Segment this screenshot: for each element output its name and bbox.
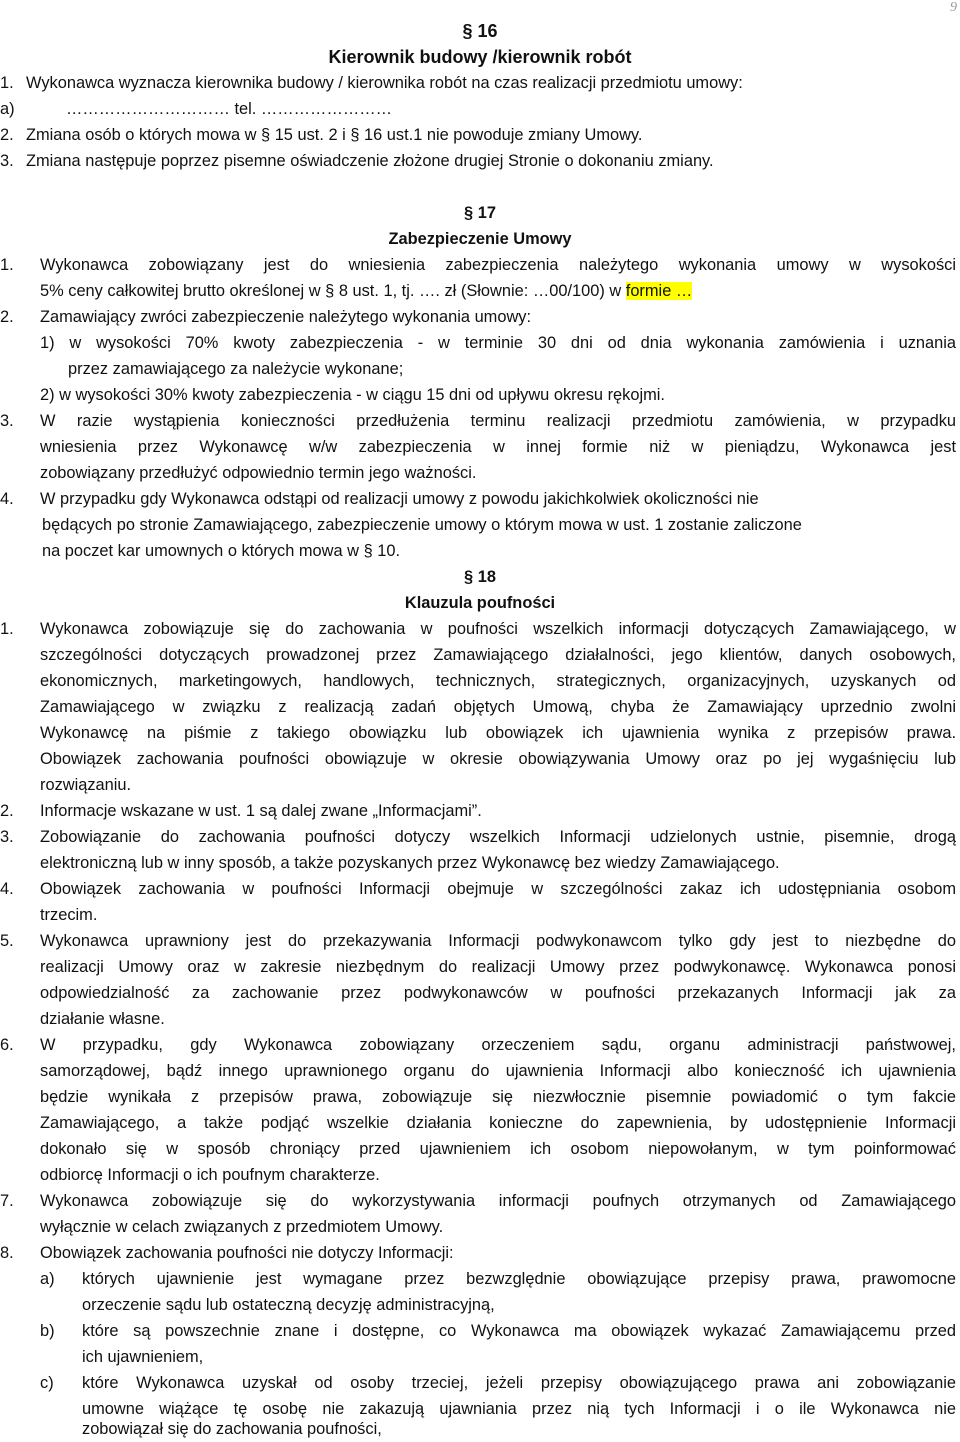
s17-item-4-num: 4. [0, 490, 14, 508]
s18-item-3-line: elektroniczną lub w inny sposób, a także pozyskanych przez Wykonawcę bez wiedzy Zamawiającego. [40, 854, 780, 872]
s16-item-a-text: ………………………… tel. …………………… [66, 100, 393, 118]
section-17-title: Zabezpieczenie Umowy [388, 230, 572, 248]
s18-item-1-num: 1. [0, 620, 14, 638]
s18-item-8c-line: umowne wiążące tę osobę nie zakazują ujawniania przez nią tych Informacji i o ile Wykonawca nie [82, 1400, 956, 1418]
s18-item-1-line: Wykonawcę na piśmie z takiego obowiązku lub obowiązek ich ujawnienia wynika z przepisów prawa. [40, 724, 956, 742]
s17-item-3-num: 3. [0, 412, 14, 430]
section-16-number: § 16 [462, 21, 498, 41]
s17-item-3-line-2: wniesienia przez Wykonawcę w/w zabezpieczenia w innej formie niż w pieniądzu, Wykonawca jest [40, 438, 956, 456]
s16-item-3-num: 3. [0, 152, 14, 170]
s18-item-8b-line: które są powszechnie znane i dostępne, co Wykonawca ma obowiązek wykazać Zamawiającemu przed [82, 1322, 956, 1340]
s18-item-1-line: szczególności dotyczących prowadzonej przez Zamawiającego działalności, jego klientów, danych osobowych, [40, 646, 956, 664]
s17-item-2b-line-1: 2) w wysokości 30% kwoty zabezpieczenia - w ciągu 15 dni od upływu okresu rękojmi. [40, 386, 665, 404]
s18-item-6-line: będzie wynikała z przepisów prawa, zobowiązuje się niezwłocznie pisemnie powiadomić o tym fakcie [40, 1088, 956, 1106]
s18-item-1-line: Wykonawca zobowiązuje się do zachowania w poufności wszelkich informacji dotyczących Zamawiającego, w [40, 620, 956, 638]
s18-item-1-line: rozwiązaniu. [40, 776, 132, 794]
s18-item-4-line: trzecim. [40, 906, 98, 924]
s18-item-5-line: odpowiedzialność za zachowanie przez podwykonawców w poufności przekazanych Informacji jak za [40, 984, 956, 1002]
s18-item-8-num: 8. [0, 1244, 14, 1262]
section-16-title: Kierownik budowy /kierownik robót [328, 47, 632, 67]
s18-item-6-line: W przypadku, gdy Wykonawca zobowiązany orzeczeniem sądu, organu administracji państwowej, [40, 1036, 956, 1054]
s16-item-1-text: Wykonawca wyznacza kierownika budowy / kierownika robót na czas realizacji przedmiotu umowy: [26, 74, 743, 92]
s18-item-6-line: samorządowej, bądź innego uprawnionego organu do ujawnienia Informacji albo konieczność ich ujawnienia [40, 1062, 956, 1080]
s18-item-7-line: wyłącznie w celach związanych z przedmiotem Umowy. [40, 1218, 444, 1236]
s17-item-3-line-1: W razie wystąpienia konieczności przedłużenia terminu realizacji przedmiotu zamówienia, w przypadku [40, 412, 956, 430]
s18-item-8-line: Obowiązek zachowania poufności nie dotyczy Informacji: [40, 1244, 454, 1262]
s18-item-8a-num: a) [40, 1270, 55, 1288]
s18-item-6-line: Zamawiającego, a także podjąć wszelkie działania konieczne do zapewnienia, by udostępnienie Informacji [40, 1114, 956, 1132]
s16-item-1-num: 1. [0, 74, 14, 92]
s18-item-8b-line: ich ujawnieniem, [82, 1348, 204, 1366]
s17-item-4-line-1: W przypadku gdy Wykonawca odstąpi od realizacji umowy z powodu jakichkolwiek okoliczności nie [40, 490, 759, 508]
s17-item-3-line-3: zobowiązany przedłużyć odpowiednio termin jego ważności. [40, 464, 477, 482]
s17-item-4-line-3: na poczet kar umownych o których mowa w § 10. [42, 542, 401, 560]
s18-item-5-num: 5. [0, 932, 14, 950]
s18-item-3-line: Zobowiązanie do zachowania poufności dotyczy wszelkich Informacji udzielonych ustnie, pisemnie, drogą [40, 828, 956, 846]
s18-item-1-line: Zamawiającego w związku z realizacją zadań objętych Umową, chyba że Zamawiający uprzednio zwolni [40, 698, 956, 716]
s17-item-1-num: 1. [0, 256, 14, 274]
s18-item-5-line: realizacji Umowy oraz w zakresie niezbędnym do realizacji Umowy przez podwykonawcę. Wykonawca ponosi [40, 958, 956, 976]
s18-item-5-line: Wykonawca uprawniony jest do przekazywania Informacji podwykonawcom tylko gdy jest to niezbędne do [40, 932, 956, 950]
s18-item-1-line: ekonomicznych, marketingowych, handlowych, technicznych, strategicznych, organizacyjnych, uzyskanych od [40, 672, 956, 690]
s17-item-1-line-1: Wykonawca zobowiązany jest do wniesienia zabezpieczenia należytego wykonania umowy w wysokości [40, 256, 956, 274]
s17-item-2-num: 2. [0, 308, 14, 326]
s18-item-7-line: Wykonawca zobowiązuje się do wykorzystywania informacji poufnych otrzymanych od Zamawiającego [40, 1192, 956, 1210]
s18-item-4-num: 4. [0, 880, 14, 898]
s17-item-2a-line-2: przez zamawiającego za należycie wykonane; [68, 360, 404, 378]
section-18-number: § 18 [464, 568, 496, 586]
s16-item-2-text: Zmiana osób o których mowa w § 15 ust. 2 i § 16 ust.1 nie powoduje zmiany Umowy. [26, 126, 643, 144]
s18-item-1-line: Obowiązek zachowania poufności obowiązuje w okresie obowiązywania Umowy oraz po jej wygaśnięciu lub [40, 750, 956, 768]
s17-item-2-line-1: Zamawiający zwróci zabezpieczenie należytego wykonania umowy: [40, 308, 532, 326]
s18-item-8a-line: których ujawnienie jest wymagane przez bezwzględnie obowiązujące przepisy prawa, prawomocne [82, 1270, 956, 1288]
section-17-number: § 17 [464, 204, 496, 222]
s18-item-2-num: 2. [0, 802, 14, 820]
section-18-title: Klauzula poufności [404, 594, 556, 612]
s18-item-2-line: Informacje wskazane w ust. 1 są dalej zwane „Informacjami”. [40, 802, 482, 820]
s18-item-7-num: 7. [0, 1192, 14, 1210]
s16-item-2-num: 2. [0, 126, 14, 144]
s18-item-6-line: dokonało się w sposób chroniący przed ujawnieniem ich osobom niepowołanym, w tym poinformować [40, 1140, 956, 1158]
s17-item-4-line-2: będących po stronie Zamawiającego, zabezpieczenie umowy o którym mowa w ust. 1 zostanie zaliczone [42, 516, 802, 534]
s18-item-8c-line: które Wykonawca uzyskał od osoby trzeciej, jeżeli przepisy obowiązującego prawa ani zobowiązanie [82, 1374, 956, 1392]
s18-item-6-num: 6. [0, 1036, 14, 1054]
s18-item-3-num: 3. [0, 828, 14, 846]
s17-item-2a-line-1: 1) w wysokości 70% kwoty zabezpieczenia - w terminie 30 dni od dnia wykonania zamówienia i uznania [40, 334, 956, 352]
s18-item-8a-line: orzeczenie sądu lub ostateczną decyzję administracyjną, [82, 1296, 495, 1314]
s18-item-6-line: odbiorcę Informacji o ich poufnym charakterze. [40, 1166, 380, 1184]
s16-item-3-text: Zmiana następuje poprzez pisemne oświadczenie złożone drugiej Stronie o dokonaniu zmiany. [26, 152, 714, 170]
page-number: 9 [950, 0, 957, 15]
s17-item-1-line-2: 5% ceny całkowitej brutto określonej w § 8 ust. 1, tj. …. zł (Słownie: …00/100) w formie … [40, 282, 693, 300]
s18-item-4-line: Obowiązek zachowania w poufności Informacji obejmuje w szczególności zakaz ich udostępniania osobom [40, 880, 956, 898]
s18-item-8c-line: zobowiązał się do zachowania poufności, [82, 1420, 382, 1438]
s16-item-a-num: a) [0, 100, 15, 118]
highlighted-form-placeholder: formie … [625, 282, 693, 300]
s18-item-8c-num: c) [40, 1374, 54, 1392]
s18-item-8b-num: b) [40, 1322, 55, 1340]
s18-item-5-line: działanie własne. [40, 1010, 165, 1028]
